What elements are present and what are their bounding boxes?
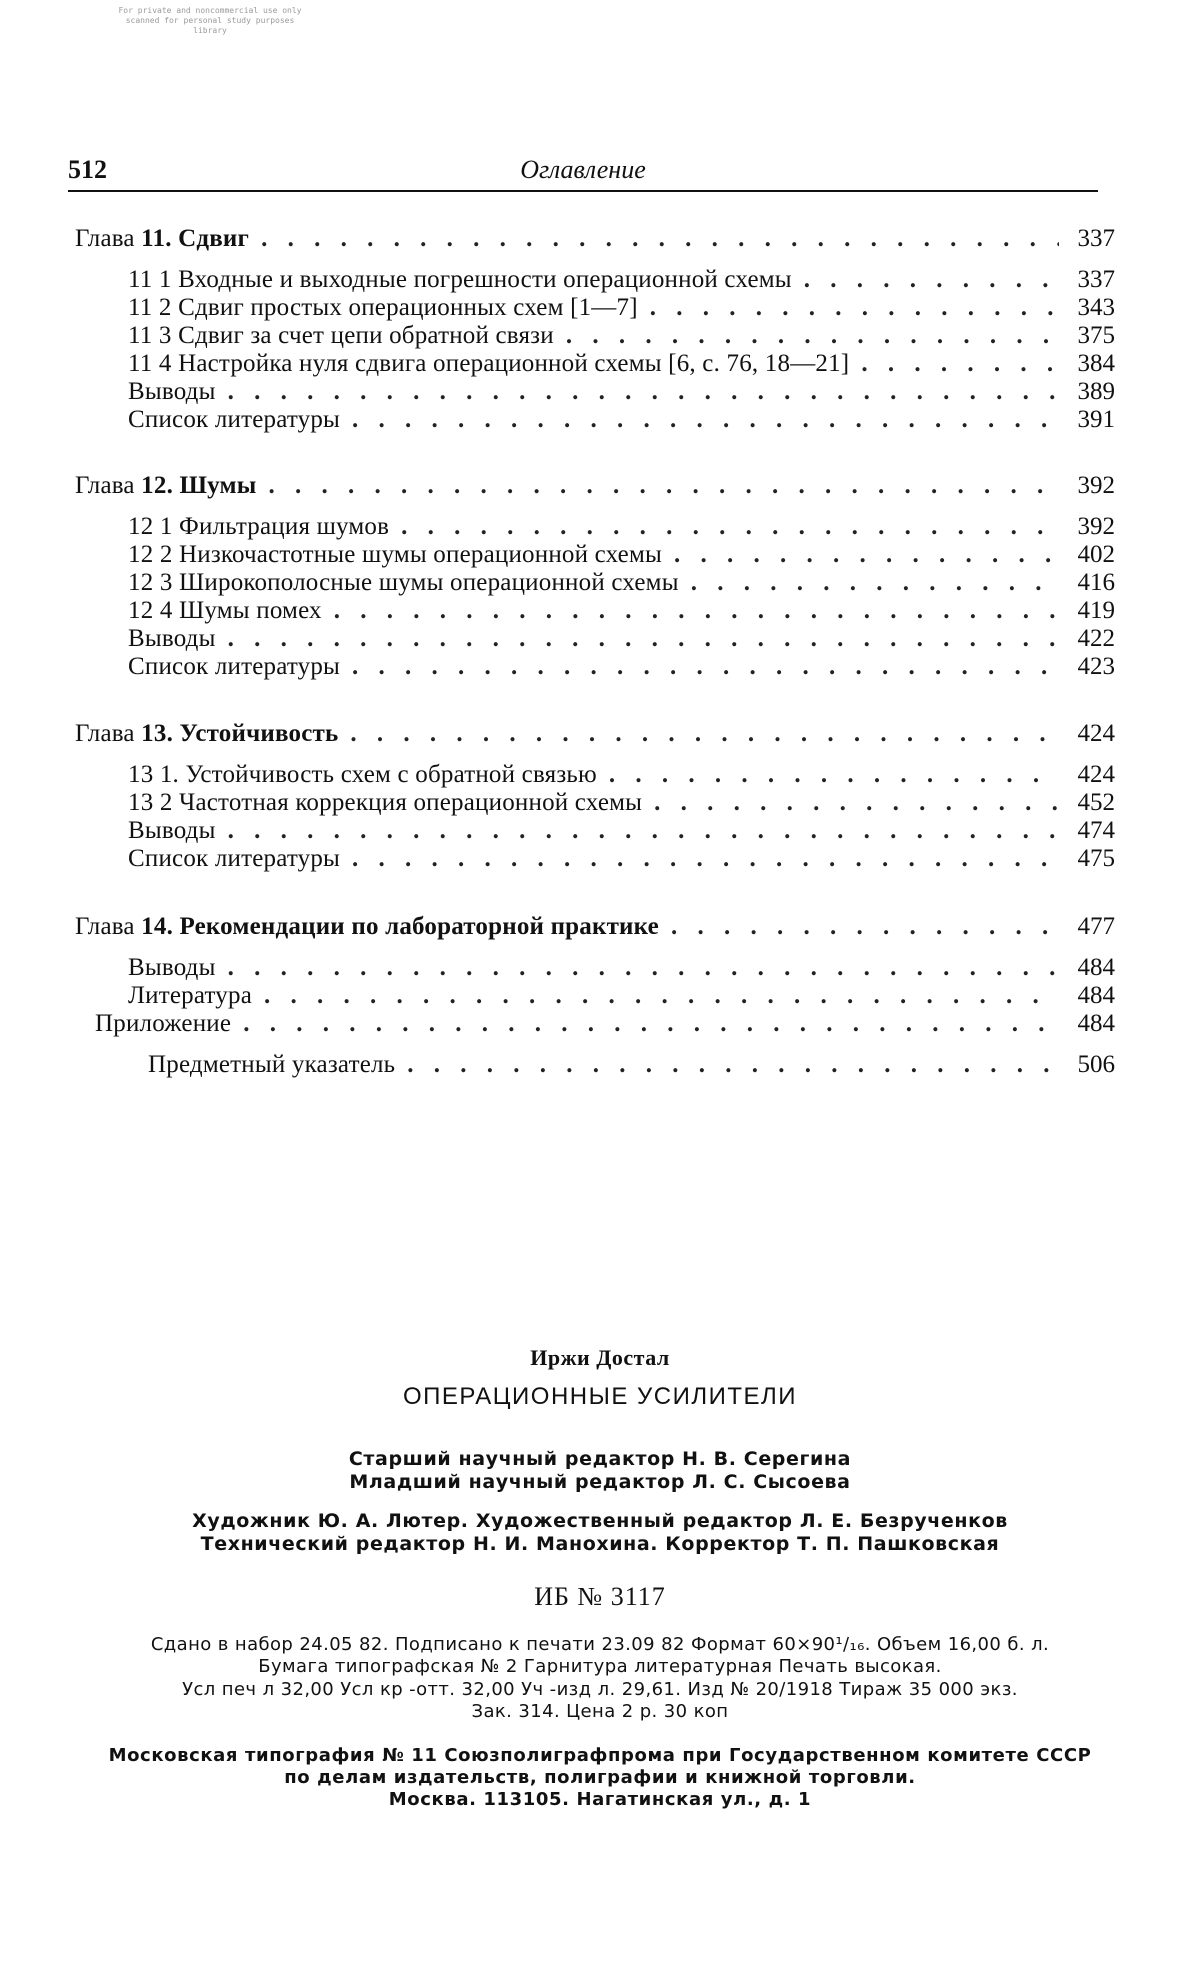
toc-chapter-row	[75, 225, 1115, 253]
toc-page-number: 452	[1077, 789, 1115, 816]
toc-section-row	[128, 789, 1115, 817]
toc-dot-leader	[566, 322, 1059, 350]
page-number: 512	[68, 155, 107, 184]
toc-chapter-title: 14. Рекомендации по лабораторной практике	[141, 913, 659, 940]
credit-line: Старший научный редактор Н. В. Серегина	[348, 1448, 852, 1470]
print-data-line: Усл печ л 32,00 Усл кр -отт. 32,00 Уч -изд л. 29,61. Изд № 20/1918 Тираж 35 000 экз.	[182, 1679, 1018, 1700]
toc-entry-label: 11 1 Входные и выходные погрешности операционной схемы	[128, 266, 792, 293]
running-title: Оглавление	[520, 155, 646, 184]
toc-page-number: 477	[1077, 913, 1115, 940]
watermark-line: scanned for personal study purposes	[125, 16, 295, 25]
toc-page-number: 424	[1077, 720, 1115, 747]
toc-dot-leader	[352, 845, 1059, 873]
toc-dot-leader	[228, 625, 1059, 653]
toc-section-row	[128, 294, 1115, 322]
toc-entry-label	[75, 472, 256, 500]
toc-entry-label: 11 3 Сдвиг за счет цепи обратной связи	[128, 322, 554, 349]
toc-page-number: 337	[1077, 266, 1115, 293]
toc-section-row	[128, 569, 1115, 597]
toc-entry-label: Список литературы	[128, 653, 341, 680]
toc-dot-leader	[671, 913, 1059, 941]
printer-line: по делам издательств, полиграфии и книжной торговли.	[284, 1767, 916, 1788]
toc-page-number: 402	[1077, 541, 1115, 568]
toc-entry-label: Выводы	[128, 817, 216, 844]
toc-entry-label: 13 2 Частотная коррекция операционной схемы	[128, 789, 643, 816]
toc-entry-label: Список литературы	[128, 845, 341, 872]
toc-dot-leader	[609, 761, 1059, 789]
toc-chapter-row	[75, 720, 1115, 748]
print-data-line: Сдано в набор 24.05 82. Подписано к печати 23.09 82 Формат 60×90¹/₁₆. Объем 16,00 б. л.	[150, 1634, 1050, 1655]
toc-page-number: 475	[1077, 845, 1115, 872]
header-rule	[68, 190, 1098, 192]
toc-chapter-prefix: Глава	[75, 720, 135, 747]
toc-page-number: 506	[1077, 1051, 1115, 1078]
toc-section-row	[128, 954, 1115, 982]
toc-dot-leader	[352, 653, 1059, 681]
toc-entry-label	[75, 225, 249, 253]
toc-entry-label: Выводы	[128, 378, 216, 405]
toc-dot-leader	[264, 982, 1059, 1010]
author-name: Иржи Достал	[530, 1345, 670, 1370]
toc-section-row	[128, 541, 1115, 569]
toc-dot-leader	[228, 817, 1059, 845]
toc-page-number: 391	[1077, 406, 1115, 433]
toc-chapter-title: 12. Шумы	[141, 472, 257, 499]
toc-dot-leader	[407, 1051, 1059, 1079]
toc-page-number: 416	[1077, 569, 1115, 596]
toc-dot-leader	[350, 720, 1059, 748]
toc-entry-label: Предметный указатель	[148, 1051, 396, 1078]
toc-section-row	[128, 378, 1115, 406]
toc-entry-label: 12 4 Шумы помех	[128, 597, 322, 624]
toc-entry-label: 12 2 Низкочастотные шумы операционной схемы	[128, 541, 662, 568]
running-head	[68, 155, 1098, 191]
toc-section-row	[128, 817, 1115, 845]
toc-section-row	[128, 761, 1115, 789]
toc-dot-leader	[261, 225, 1059, 253]
toc-chapter-title: 13. Устойчивость	[141, 720, 339, 747]
printer-line: Московская типография № 11 Союзполиграфпрома при Государственном комитете СССР	[108, 1745, 1092, 1766]
credit-line: Технический редактор Н. И. Манохина. Корректор Т. П. Пашковская	[200, 1533, 1000, 1555]
toc-chapter-row	[75, 472, 1115, 500]
toc-section-row	[128, 845, 1115, 873]
toc-dot-leader	[401, 513, 1059, 541]
book-title: ОПЕРАЦИОННЫЕ УСИЛИТЕЛИ	[402, 1383, 798, 1410]
credit-line: Младший научный редактор Л. С. Сысоева	[349, 1471, 851, 1493]
toc-section-row	[128, 266, 1115, 294]
toc-dot-leader	[352, 406, 1059, 434]
toc-page-number: 375	[1077, 322, 1115, 349]
toc-section-row	[128, 597, 1115, 625]
toc-dot-leader	[334, 597, 1059, 625]
toc-dot-leader	[228, 378, 1059, 406]
toc-entry-label: Выводы	[128, 954, 216, 981]
toc-entry-label: Приложение	[95, 1010, 232, 1037]
toc-entry-label: 11 2 Сдвиг простых операционных схем [1—7]	[128, 294, 638, 321]
toc-page-number: 424	[1077, 761, 1115, 788]
toc-page-number: 422	[1077, 625, 1115, 652]
toc-entry-label: 12 3 Широкополосные шумы операционной схемы	[128, 569, 679, 596]
toc-page-number: 474	[1077, 817, 1115, 844]
toc-page-number: 343	[1077, 294, 1115, 321]
toc-section-row	[148, 1051, 1115, 1079]
printer-line: Москва. 113105. Нагатинская ул., д. 1	[388, 1789, 812, 1810]
toc-page-number: 337	[1077, 225, 1115, 252]
toc-dot-leader	[228, 954, 1059, 982]
toc-chapter-title: 11. Сдвиг	[141, 225, 250, 252]
toc-entry-label: 13 1. Устойчивость схем с обратной связью	[128, 761, 597, 788]
watermark-line: library	[193, 26, 227, 35]
toc-section-row	[128, 982, 1115, 1010]
toc-dot-leader	[861, 350, 1059, 378]
toc-entry-label	[75, 913, 659, 941]
toc-dot-leader	[268, 472, 1059, 500]
toc-page-number: 484	[1077, 954, 1115, 981]
toc-page-number: 423	[1077, 653, 1115, 680]
toc-page-number: 392	[1077, 472, 1115, 499]
toc-chapter-prefix: Глава	[75, 225, 135, 252]
print-data-line: Зак. 314. Цена 2 р. 30 коп	[471, 1701, 729, 1722]
toc-chapter-prefix: Глава	[75, 472, 135, 499]
toc-page-number: 484	[1077, 982, 1115, 1009]
toc-page-number: 484	[1077, 1010, 1115, 1037]
toc-page-number: 392	[1077, 513, 1115, 540]
toc-dot-leader	[650, 294, 1059, 322]
watermark-line: For private and noncommercial use only	[118, 6, 302, 15]
toc-section-row	[128, 653, 1115, 681]
toc-entry-label: 11 4 Настройка нуля сдвига операционной схемы [6, с. 76, 18—21]	[128, 350, 850, 377]
toc-section-row	[95, 1010, 1115, 1038]
toc-chapter-row	[75, 913, 1115, 941]
toc-section-row	[128, 350, 1115, 378]
toc-entry-label: Литература	[128, 982, 252, 1009]
toc-entry-label: Список литературы	[128, 406, 341, 433]
toc-chapter-prefix: Глава	[75, 913, 135, 940]
print-data-line: Бумага типографская № 2 Гарнитура литературная Печать высокая.	[258, 1656, 942, 1677]
toc-section-row	[128, 625, 1115, 653]
toc-section-row	[128, 322, 1115, 350]
toc-page-number: 389	[1077, 378, 1115, 405]
toc-dot-leader	[243, 1010, 1059, 1038]
toc-dot-leader	[691, 569, 1059, 597]
toc-page-number: 384	[1077, 350, 1115, 377]
ib-number: ИБ № 3117	[534, 1582, 666, 1611]
toc-entry-label: 12 1 Фильтрация шумов	[128, 513, 390, 540]
toc-dot-leader	[654, 789, 1059, 817]
credit-line: Художник Ю. А. Лютер. Художественный редактор Л. Е. Безрученков	[192, 1510, 1008, 1532]
toc-entry-label: Выводы	[128, 625, 216, 652]
toc-dot-leader	[804, 266, 1059, 294]
toc-section-row	[128, 406, 1115, 434]
toc-dot-leader	[674, 541, 1059, 569]
toc-page-number: 419	[1077, 597, 1115, 624]
scan-watermark	[60, 6, 360, 36]
toc-section-row	[128, 513, 1115, 541]
toc-entry-label	[75, 720, 338, 748]
